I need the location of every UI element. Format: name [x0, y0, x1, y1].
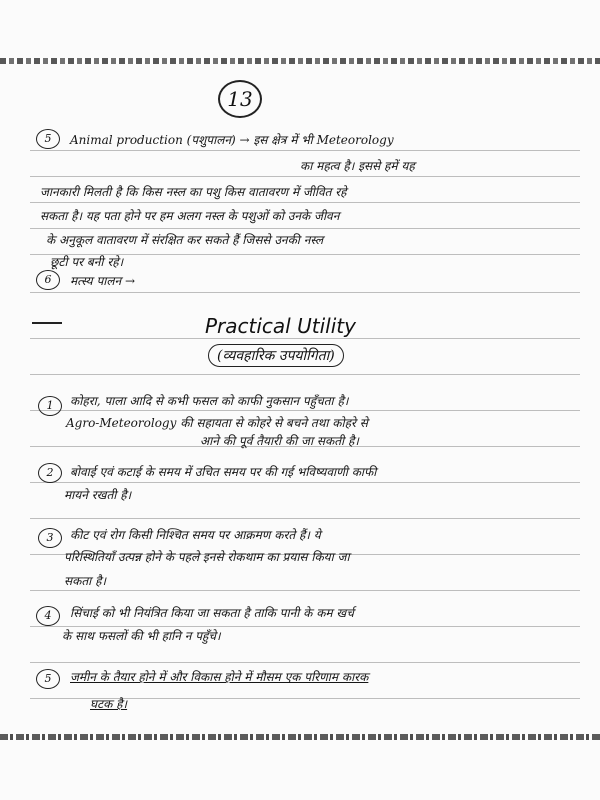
point-line: जमीन के तैयार होने में और विकास होने में मौसम एक परिणाम कारक	[70, 670, 369, 684]
ruled-line	[30, 150, 580, 151]
ruled-line	[30, 482, 580, 483]
ruled-line	[30, 228, 580, 229]
section6-label: मत्स्य पालन →	[70, 274, 136, 288]
ruled-line	[30, 176, 580, 177]
ruled-line	[30, 202, 580, 203]
point-line: बोवाई एवं कटाई के समय में उचित समय पर की गई भविष्यवाणी काफी	[70, 465, 377, 479]
ruled-line	[30, 374, 580, 375]
section5-line: छूटी पर बनी रहे।	[50, 255, 124, 269]
point-line: सकता है।	[64, 574, 107, 588]
ruled-line	[30, 662, 580, 663]
ruled-line	[30, 292, 580, 293]
ruled-line	[30, 338, 580, 339]
point-line: के साथ फसलों की भी हानि न पहुँचे।	[62, 629, 221, 643]
section5-line: का महत्व है। इससे हमें यह	[300, 159, 415, 173]
item-number: 6	[36, 270, 60, 290]
section5-line: के अनुकूल वातावरण में संरक्षित कर सकते हैं जिससे उनकी नस्ल	[46, 233, 324, 247]
practical-utility-heading: Practical Utility	[205, 314, 356, 338]
item-number: 4	[36, 606, 60, 626]
torn-top-edge	[0, 58, 600, 64]
point-line: Agro-Meteorology की सहायता से कोहरे से बचने तथा कोहरे से	[66, 416, 368, 430]
item-number: 2	[38, 463, 62, 483]
point-line: सिंचाई को भी नियंत्रित किया जा सकता है ताकि पानी के कम खर्च	[70, 606, 354, 620]
point-line: मायने रखती है।	[64, 488, 132, 502]
divider-dash	[32, 322, 62, 324]
point-line: परिस्थितियाँ उत्पन्न होने के पहले इनसे रोकथाम का प्रयास किया जा	[64, 550, 350, 564]
point-line: कीट एवं रोग किसी निश्चित समय पर आक्रमण करते हैं। ये	[70, 528, 321, 542]
section5-line: जानकारी मिलती है कि किस नस्ल का पशु किस वातावरण में जीवित रहे	[40, 185, 347, 199]
point-line: आने की पूर्व तैयारी की जा सकती है।	[200, 434, 359, 448]
section5-line: Animal production (पशुपालन) → इस क्षेत्र में भी Meteorology	[70, 133, 394, 147]
section5-line: सकता है। यह पता होने पर हम अलग नस्ल के पशुओं को उनके जीवन	[40, 209, 340, 223]
practical-utility-subheading: (व्यवहारिक उपयोगिता)	[208, 344, 344, 367]
item-number: 1	[38, 396, 62, 416]
point-line: घटक है।	[90, 697, 128, 711]
ruled-line	[30, 410, 580, 411]
ruled-line	[30, 518, 580, 519]
page-number: 13	[218, 80, 262, 118]
item-number: 5	[36, 129, 60, 149]
ruled-line	[30, 590, 580, 591]
point-line: कोहरा, पाला आदि से कभी फसल को काफी नुकसान पहुँचता है।	[70, 394, 349, 408]
torn-bottom-edge	[0, 734, 600, 740]
item-number: 3	[38, 528, 62, 548]
item-number: 5	[36, 669, 60, 689]
